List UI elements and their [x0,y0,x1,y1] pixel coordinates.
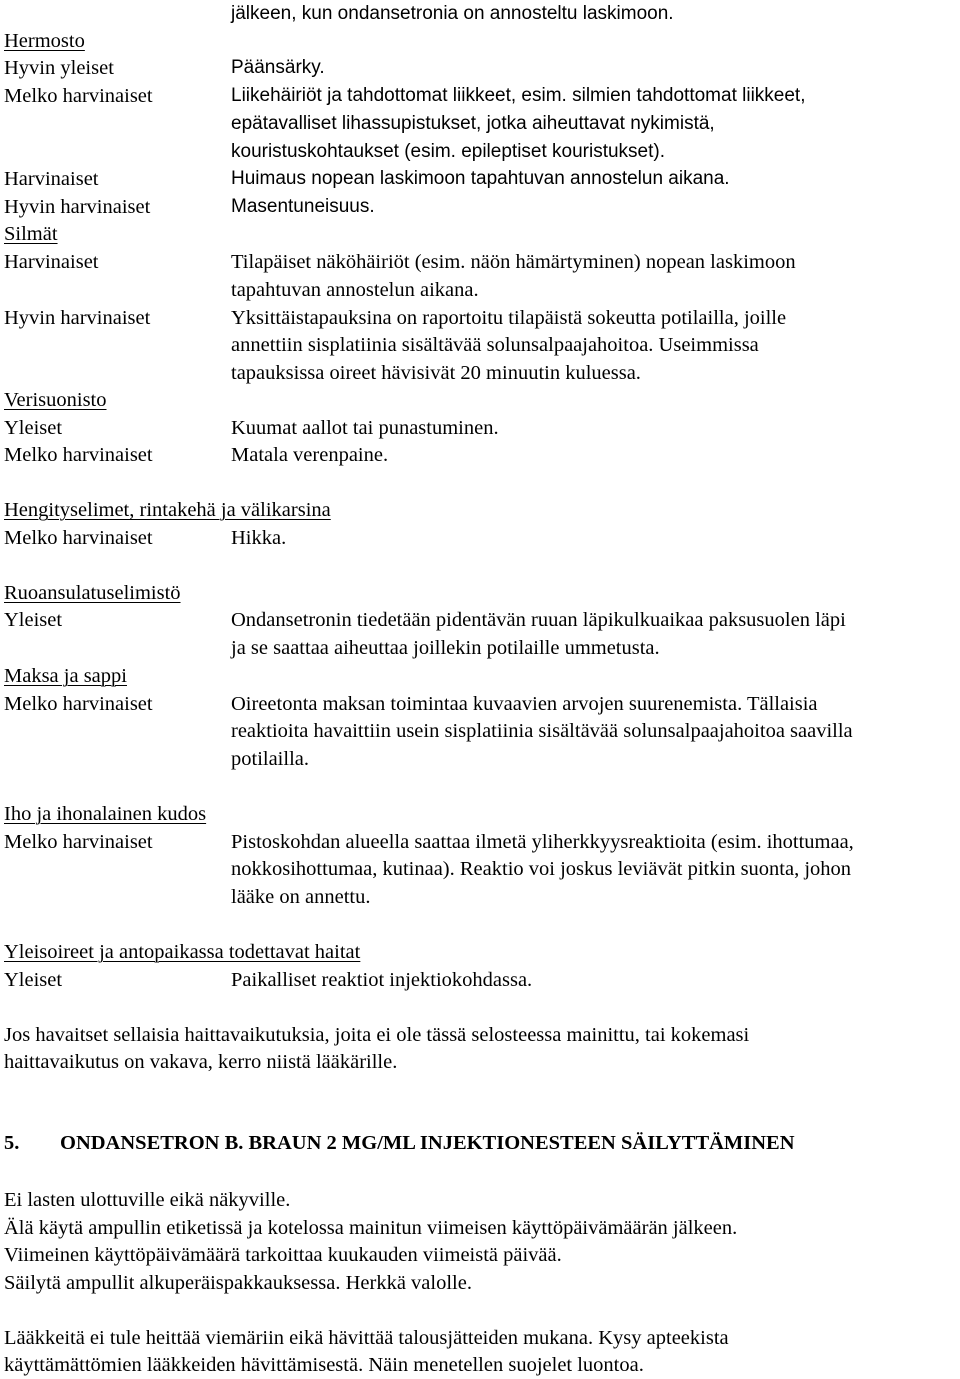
frequency-label: Hyvin harvinaiset [4,196,151,218]
storage-text: Viimeinen käyttöpäivämäärä tarkoittaa kuukauden viimeistä päivää. [4,1244,562,1266]
effect-text: Ondansetronin tiedetään pidentävän ruuan läpikulkuaikaa paksusuolen läpi [231,609,846,631]
storage-text: Säilytä ampullit alkuperäispakkauksessa. Herkkä valolle. [4,1272,472,1294]
disposal-text: Lääkkeitä ei tule heittää viemäriin eikä hävittää talousjätteiden mukana. Kysy apteekista [4,1327,729,1349]
effect-text: Masentuneisuus. [231,196,375,217]
frequency-label: Yleiset [4,969,63,991]
effect-text: kouristuskohtaukset (esim. epileptiset kouristukset). [231,141,666,162]
frequency-label: Yleiset [4,417,63,439]
storage-text: Älä käytä ampullin etiketissä ja kotelossa mainitun viimeisen käyttöpäivämäärän jälkeen. [4,1217,738,1239]
section-title: ONDANSETRON B. BRAUN 2 MG/ML INJEKTIONESTEEN SÄILYTTÄMINEN [60,1132,795,1154]
frequency-label: Melko harvinaiset [4,444,153,466]
section-heading-hermosto: Hermosto [4,30,85,52]
effect-text: Kuumat aallot tai punastuminen. [231,417,499,439]
frequency-label: Melko harvinaiset [4,527,153,549]
continuation-text: jälkeen, kun ondansetronia on annosteltu laskimoon. [231,3,674,24]
effect-text: Tilapäiset näköhäiriöt (esim. näön hämärtyminen) nopean laskimoon [231,251,796,273]
frequency-label: Hyvin harvinaiset [4,307,151,329]
effect-text: tapauksissa oireet hävisivät 20 minuutin kuluessa. [231,362,641,384]
effect-text: Hikka. [231,527,287,549]
section-heading-iho: Iho ja ihonalainen kudos [4,803,207,825]
effect-text: Yksittäistapauksina on raportoitu tilapäistä sokeutta potilailla, joille [231,307,787,329]
frequency-label: Melko harvinaiset [4,831,153,853]
disposal-text: käyttämättömien lääkkeiden hävittämisestä. Näin menetellen suojelet luontoa. [4,1354,644,1376]
effect-text: Oireetonta maksan toimintaa kuvaavien arvojen suurenemista. Tällaisia [231,693,818,715]
section-heading-silmat: Silmät [4,223,58,245]
frequency-label: Melko harvinaiset [4,85,153,107]
section-heading-ruoansulatus: Ruoansulatuselimistö [4,582,181,604]
effect-text: Huimaus nopean laskimoon tapahtuvan annostelun aikana. [231,168,730,189]
storage-text: Ei lasten ulottuville eikä näkyville. [4,1189,291,1211]
report-note-text: Jos havaitset sellaisia haittavaikutuksia, joita ei ole tässä selosteessa mainittu, tai kokemasi [4,1024,750,1046]
effect-text: Paikalliset reaktiot injektiokohdassa. [231,969,533,991]
frequency-label: Harvinaiset [4,251,99,273]
effect-text: nokkosihottumaa, kutinaa). Reaktio voi joskus leviävät pitkin suonta, johon [231,858,852,880]
section-heading-hengityselimet: Hengityselimet, rintakehä ja välikarsina [4,499,331,521]
effect-text: lääke on annettu. [231,886,371,908]
report-note-text: haittavaikutus on vakava, kerro niistä lääkärille. [4,1051,398,1073]
frequency-label: Hyvin yleiset [4,57,114,79]
frequency-label: Harvinaiset [4,168,99,190]
effect-text: reaktioita havaittiin usein sisplatiinia sisältävää solunsalpaajahoitoa saavilla [231,720,853,742]
effect-text: ja se saattaa aiheuttaa joillekin potilaille ummetusta. [231,637,660,659]
effect-text: epätavalliset lihassupistukset, jotka aiheuttavat nykimistä, [231,113,715,134]
effect-text: Matala verenpaine. [231,444,389,466]
effect-text: annettiin sisplatiinia sisältävää solunsalpaajahoitoa. Useimmissa [231,334,759,356]
frequency-label: Melko harvinaiset [4,693,153,715]
frequency-label: Yleiset [4,609,63,631]
effect-text: Pistoskohdan alueella saattaa ilmetä yliherkkyysreaktioita (esim. ihottumaa, [231,831,854,853]
section-number: 5. [4,1132,20,1154]
section-5-heading [4,1129,795,1157]
section-heading-verisuonisto: Verisuonisto [4,389,107,411]
section-heading-maksa: Maksa ja sappi [4,665,127,687]
effect-text: tapahtuvan annostelun aikana. [231,279,479,301]
effect-text: Liikehäiriöt ja tahdottomat liikkeet, esim. silmien tahdottomat liikkeet, [231,85,806,106]
effect-text: Päänsärky. [231,57,325,78]
section-heading-yleisoireet: Yleisoireet ja antopaikassa todettavat haitat [4,941,361,963]
effect-text: potilailla. [231,748,309,770]
